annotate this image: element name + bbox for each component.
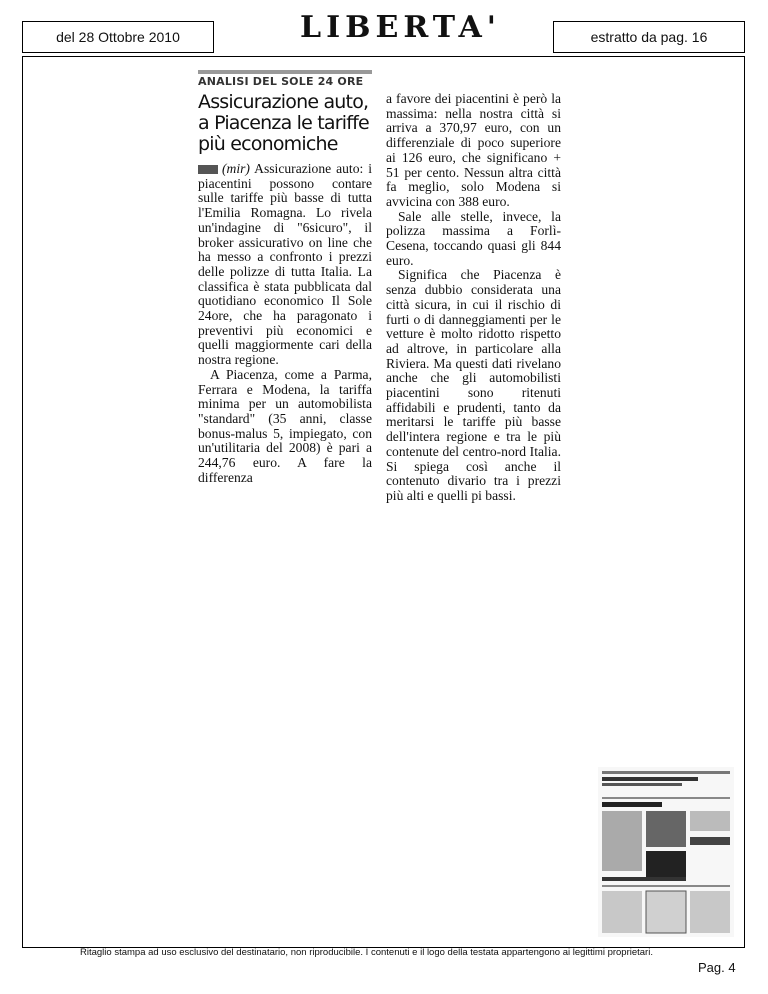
page-number: Pag. 4: [698, 960, 736, 975]
paragraph: A Piacenza, come a Parma, Ferrara e Modena, la tariffa minima per un automobilista "standard" (35 anni, classe bonus-malus 5, impiegato, con un'utilitaria del 2008) è pari a 244,76 euro. A fare la differenza: [198, 366, 372, 485]
page-thumbnail: [598, 767, 734, 937]
paragraph-text: Assicurazione auto: i piacentini possono contare sulle tariffe più basse di tutta l'Emilia Romagna. Lo rivela un'indagine di "6sicuro", il broker assicurativo on line che ha messo a confronto i prezzi delle polizze di tutta Italia. La classifica è stata pubblicata dal quotidiano economico Il Sole 24ore, che ha paragonato i preventivi più economici e quelli maggiormente cari della nostra regione.: [198, 161, 372, 368]
extract-page-label: estratto da pag. 16: [590, 29, 708, 45]
paragraph: Significa che Piacenza è senza dubbio considerata una città sicura, in cui il rischio di furti o di danneggiamenti per le vetture è molto ridotto rispetto ad altrove, in particolare alla Riviera. Ma questi dati rivelano anche che gli automobilisti piacentini sono ritenuti affidabili e prudenti, tanto da meritarsi le tariffe più basse dell'intera regione e tra le più contenute del centro-nord Italia. Si spiega così anche il contenuto divario tra i prezzi più alti e quelli pi bassi.: [386, 267, 561, 503]
article-column-1: [198, 162, 372, 485]
paragraph: Sale alle stelle, invece, la polizza massima a Forlì-Cesena, toccando quasi gli 844 euro.: [386, 208, 561, 268]
article-kicker: ANALISI DEL SOLE 24 ORE: [198, 75, 364, 88]
masthead-logo: LIBERTA': [300, 10, 501, 45]
article-column-2: [386, 92, 561, 504]
byline-marker: [198, 165, 218, 174]
extract-page-box: [553, 21, 745, 53]
date-box: [22, 21, 214, 53]
thumbnail-image: [598, 767, 734, 937]
kicker-rule: [198, 70, 372, 74]
date-label: del 28 Ottobre 2010: [56, 29, 180, 45]
footer-disclaimer: Ritaglio stampa ad uso esclusivo del destinatario, non riproducibile. I contenuti e il logo della testata appartengono ai legittimi proprietari.: [80, 947, 653, 958]
byline: (mir): [222, 161, 250, 176]
article-headline: Assicurazione auto, a Piacenza le tariffe più economiche: [198, 91, 369, 155]
paragraph: a favore dei piacentini è però la massima: nella nostra città si arriva a 370,97 euro, con un differenziale di poco superiore ai 126 euro, che significano + 51 per cento. Nessun altra città fa meglio, solo Modena si avvicina con 388 euro.: [386, 91, 561, 209]
paragraph: [198, 162, 372, 368]
